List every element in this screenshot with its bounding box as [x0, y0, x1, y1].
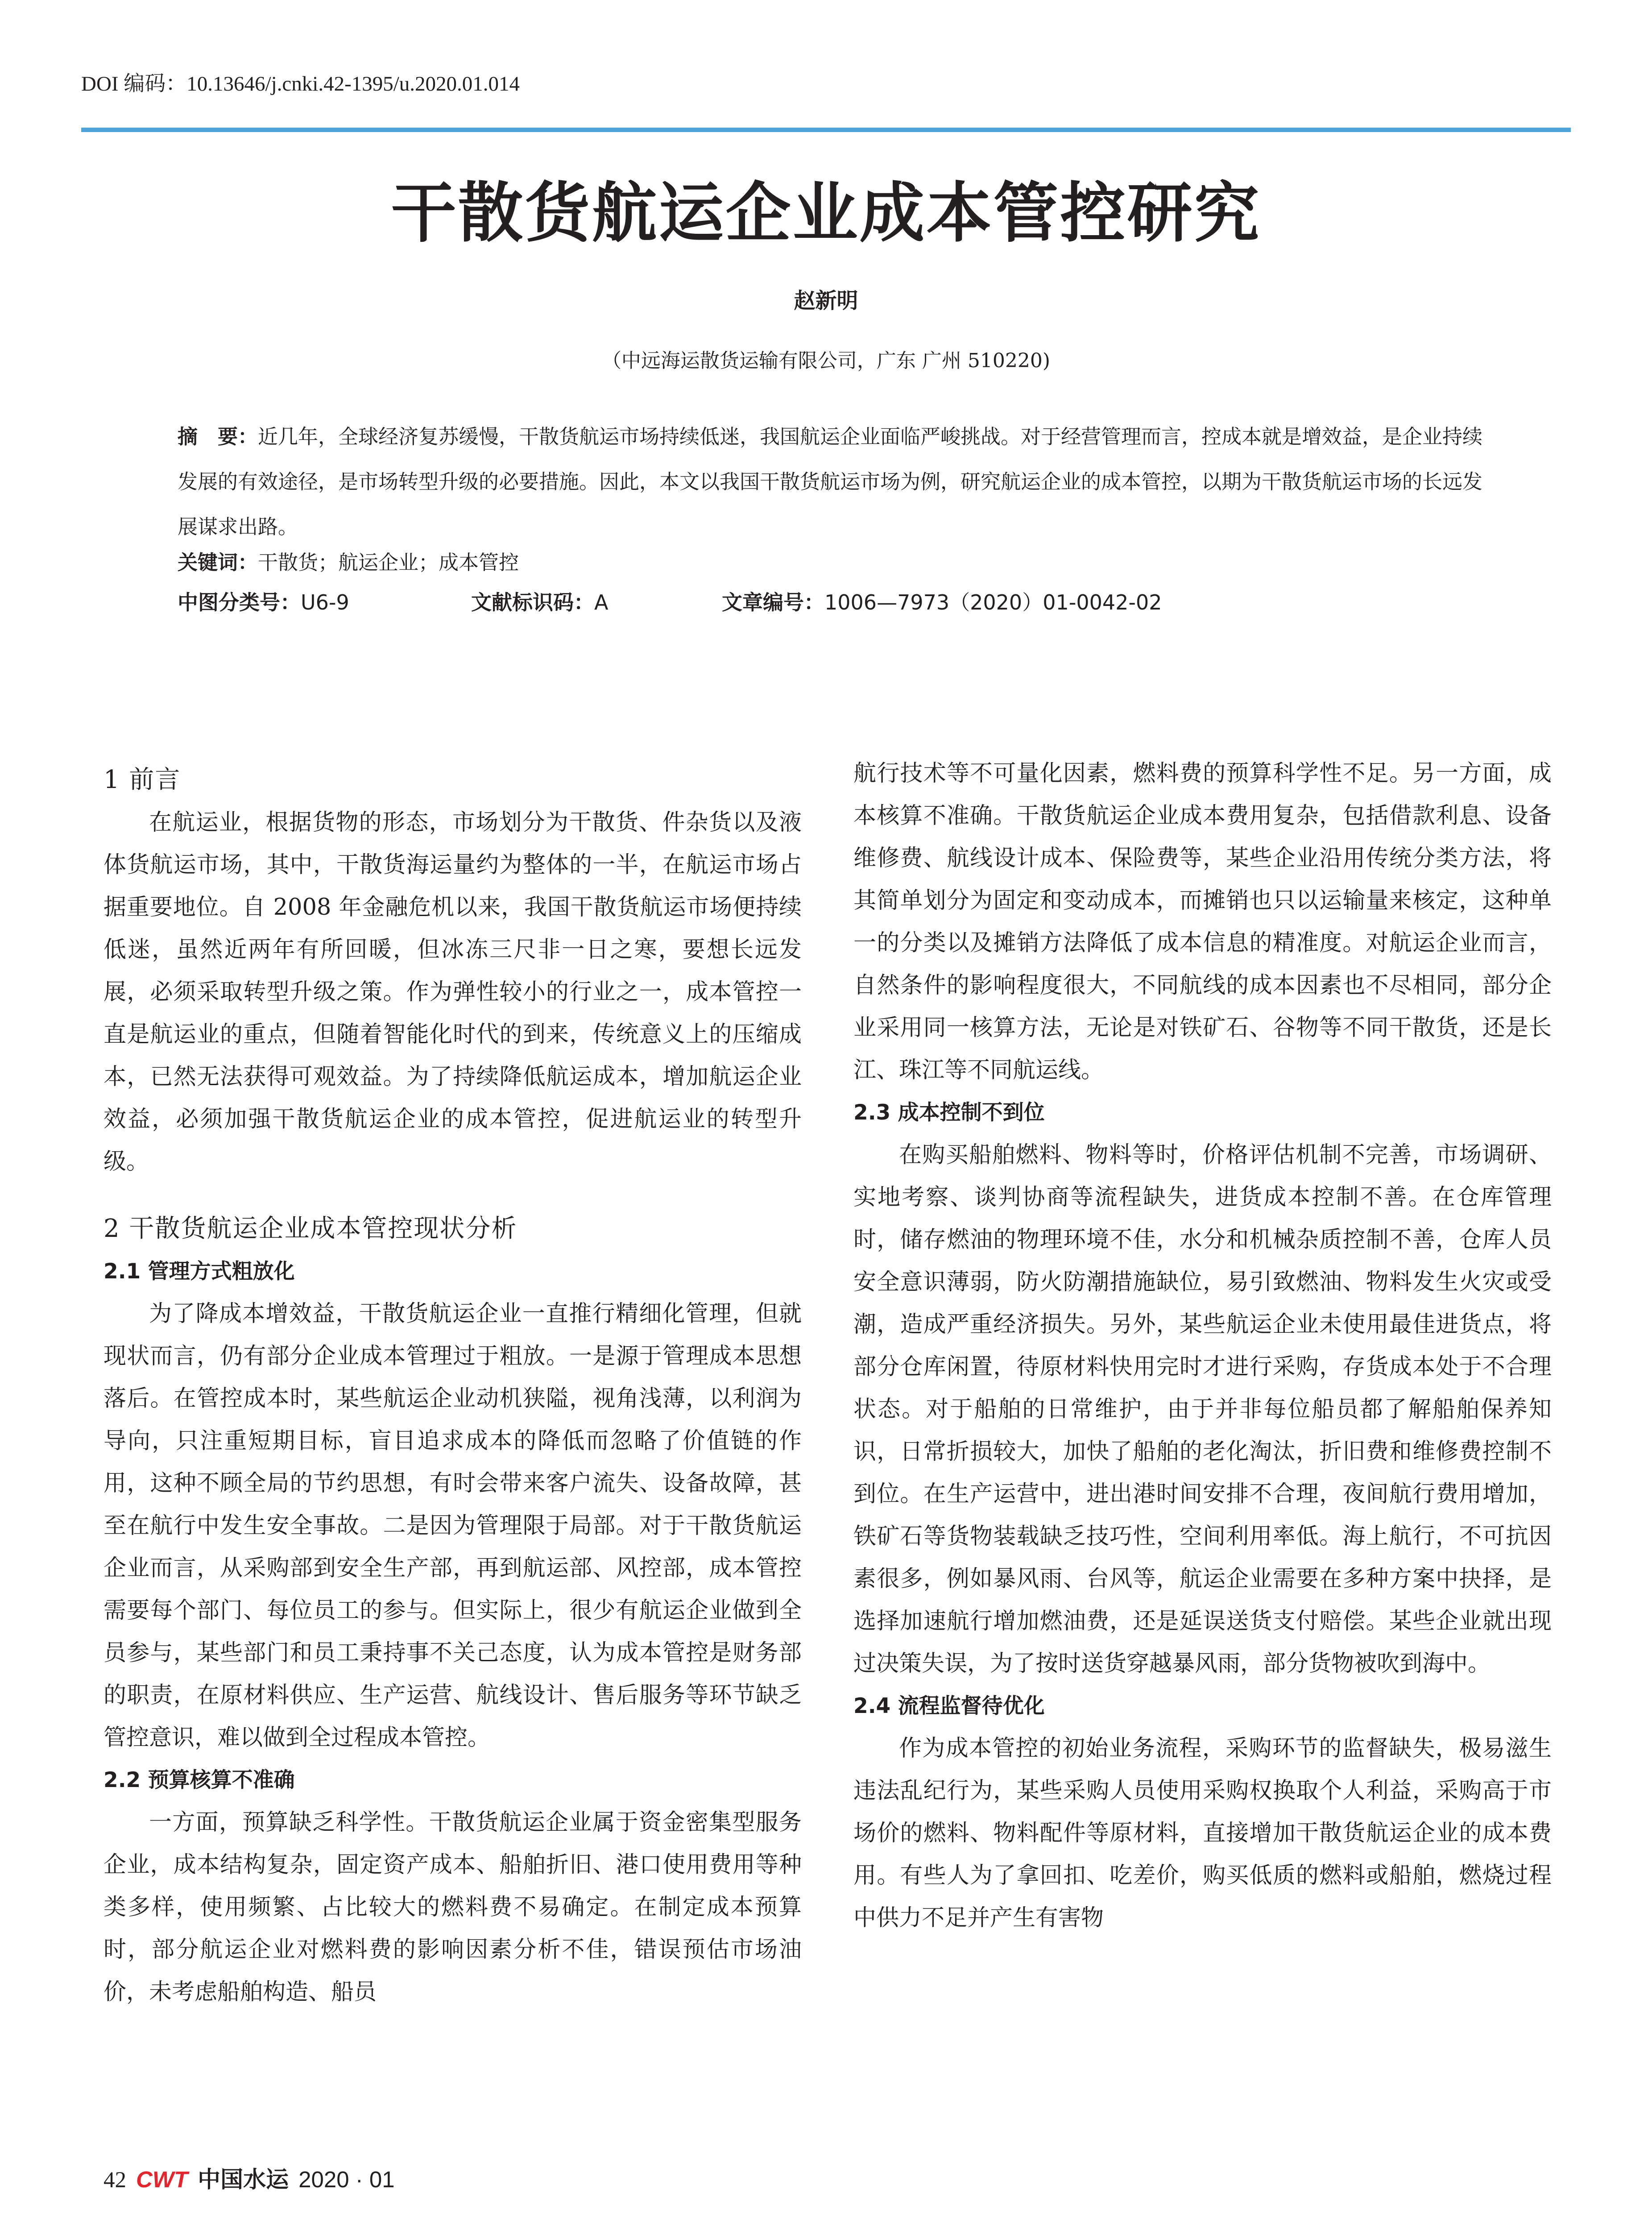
page-number: 42 — [104, 2168, 126, 2193]
journal-logo: CWT — [136, 2167, 188, 2192]
abstract-label: 摘 要： — [178, 425, 258, 448]
right-column — [853, 752, 1552, 1939]
subsection-heading-2-3: 2.3 成本控制不到位 — [853, 1100, 1045, 1125]
page-footer — [104, 2161, 395, 2194]
doi-line: DOI 编码：10.13646/j.cnki.42-1395/u.2020.01.014 — [81, 72, 520, 95]
article-no-value: 1006—7973（2020）01-0042-02 — [824, 590, 1162, 614]
journal-name: 中国水运 — [198, 2166, 289, 2193]
paragraph: 作为成本管控的初始业务流程，采购环节的监督缺失，极易滋生违法乱纪行为，某些采购人员使用采购权换取个人利益，采购高于市场价的燃料、物料配件等原材料，直接增加干散货航运企业的成本费用。有些人为了拿回扣、吃差价，购买低质的燃料或船舶，燃烧过程中供力不足并产生有害物 — [853, 1735, 1552, 1931]
keywords-text: 干散货；航运企业；成本管控 — [258, 551, 519, 574]
author-affiliation: （中远海运散货运输有限公司，广东 广州 510220) — [601, 349, 1051, 372]
left-column — [104, 759, 802, 2013]
subsection-heading-2-4: 2.4 流程监督待优化 — [853, 1694, 1045, 1718]
header-rule — [81, 128, 1571, 132]
subsection-heading-2-2: 2.2 预算核算不准确 — [104, 1768, 295, 1792]
author-name: 赵新明 — [794, 288, 858, 313]
paragraph: 在购买船舶燃料、物料等时，价格评估机制不完善，市场调研、实地考察、谈判协商等流程缺失，进货成本控制不善。在仓库管理时，储存燃油的物理环境不佳，水分和机械杂质控制不善，仓库人员安全意识薄弱，防火防潮措施缺位，易引致燃油、物料发生火灾或受潮，造成严重经济损失。另外，某些航运企业未使用最佳进货点，将部分仓库闲置，待原材料快用完时才进行采购，存货成本处于不合理状态。对于船舶的日常维护，由于并非每位船员都了解船舶保养知识，日常折损较大，加快了船舶的老化淘汰，折旧费和维修费控制不到位。在生产运营中，进出港时间安排不合理，夜间航行费用增加，铁矿石等货物装载缺乏技巧性，空间利用率低。海上航行，不可抗因素很多，例如暴风雨、台风等，航运企业需要在多种方案中抉择，是选择加速航行增加燃油费，还是延误送货支付赔偿。某些企业就出现过决策失误，为了按时送货穿越暴风雨，部分货物被吹到海中。 — [853, 1142, 1552, 1677]
clc-label: 中图分类号： — [178, 590, 301, 614]
doc-code-label: 文献标识码： — [471, 590, 594, 614]
paragraph: 航行技术等不可量化因素，燃料费的预算科学性不足。另一方面，成本核算不准确。干散货航运企业成本费用复杂，包括借款利息、设备维修费、航线设计成本、保险费等，某些企业沿用传统分类方法，将其简单划分为固定和变动成本，而摊销也只以运输量来核定，这种单一的分类以及摊销方法降低了成本信息的精准度。对航运企业而言，自然条件的影响程度很大，不同航线的成本因素也不尽相同，部分企业采用同一核算方法，无论是对铁矿石、谷物等不同干散货，还是长江、珠江等不同航运线。 — [853, 760, 1552, 1083]
article-number — [722, 585, 1162, 620]
keywords — [178, 540, 519, 585]
article-title: 干散货航运企业成本管控研究 — [391, 175, 1261, 251]
abstract-text: 近几年，全球经济复苏缓慢，干散货航运市场持续低迷，我国航运企业面临严峻挑战。对于经营管理而言，控成本就是增效益，是企业持续发展的有效途径，是市场转型升级的必要措施。因此，本文以我国干散货航运市场为例，研究航运企业的成本管控，以期为干散货航运市场的长远发展谋求出路。 — [178, 425, 1483, 539]
doc-code-value: A — [594, 590, 609, 614]
abstract — [178, 414, 1498, 549]
paragraph: 为了降成本增效益，干散货航运企业一直推行精细化管理，但就现状而言，仍有部分企业成本管理过于粗放。一是源于管理成本思想落后。在管控成本时，某些航运企业动机狭隘，视角浅薄，以利润为导向，只注重短期目标，盲目追求成本的降低而忽略了价值链的作用，这种不顾全局的节约思想，有时会带来客户流失、设备故障，甚至在航行中发生安全事故。二是因为管理限于局部。对于干散货航运企业而言，从采购部到安全生产部，再到航运部、风控部，成本管控需要每个部门、每位员工的参与。但实际上，很少有航运企业做到全员参与，某些部门和员工秉持事不关己态度，认为成本管控是财务部的职责，在原材料供应、生产运营、航线设计、售后服务等环节缺乏管控意识，难以做到全过程成本管控。 — [104, 1301, 802, 1751]
section-heading-1: 1 前言 — [104, 765, 181, 794]
section-heading-2: 2 干散货航运企业成本管控现状分析 — [104, 1214, 518, 1243]
article-no-label: 文章编号： — [722, 590, 824, 614]
subsection-heading-2-1: 2.1 管理方式粗放化 — [104, 1259, 295, 1284]
keywords-label: 关键词： — [178, 551, 258, 574]
document-code — [471, 585, 608, 620]
clc-value: U6-9 — [301, 590, 349, 614]
paragraph: 一方面，预算缺乏科学性。干散货航运企业属于资金密集型服务企业，成本结构复杂，固定资产成本、船舶折旧、港口使用费用等种类多样，使用频繁、占比较大的燃料费不易确定。在制定成本预算时，部分航运企业对燃料费的影响因素分析不佳，错误预估市场油价，未考虑船舶构造、船员 — [104, 1809, 802, 2005]
paragraph: 在航运业，根据货物的形态，市场划分为干散货、件杂货以及液体货航运市场，其中，干散货海运量约为整体的一半，在航运市场占据重要地位。自 2008 年金融危机以来，我国干散货航运市场便持续低迷，虽然近两年有所回暖，但冰冻三尺非一日之寒，要想长远发展，必须采取转型升级之策。作为弹性较小的行业之一，成本管控一直是航运业的重点，但随着智能化时代的到来，传统意义上的压缩成本，已然无法获得可观效益。为了持续降低航运成本，增加航运企业效益，必须加强干散货航运企业的成本管控，促进航运业的转型升级。 — [104, 809, 802, 1175]
clc-number — [178, 585, 349, 620]
issue-number: 2020 · 01 — [298, 2167, 395, 2192]
